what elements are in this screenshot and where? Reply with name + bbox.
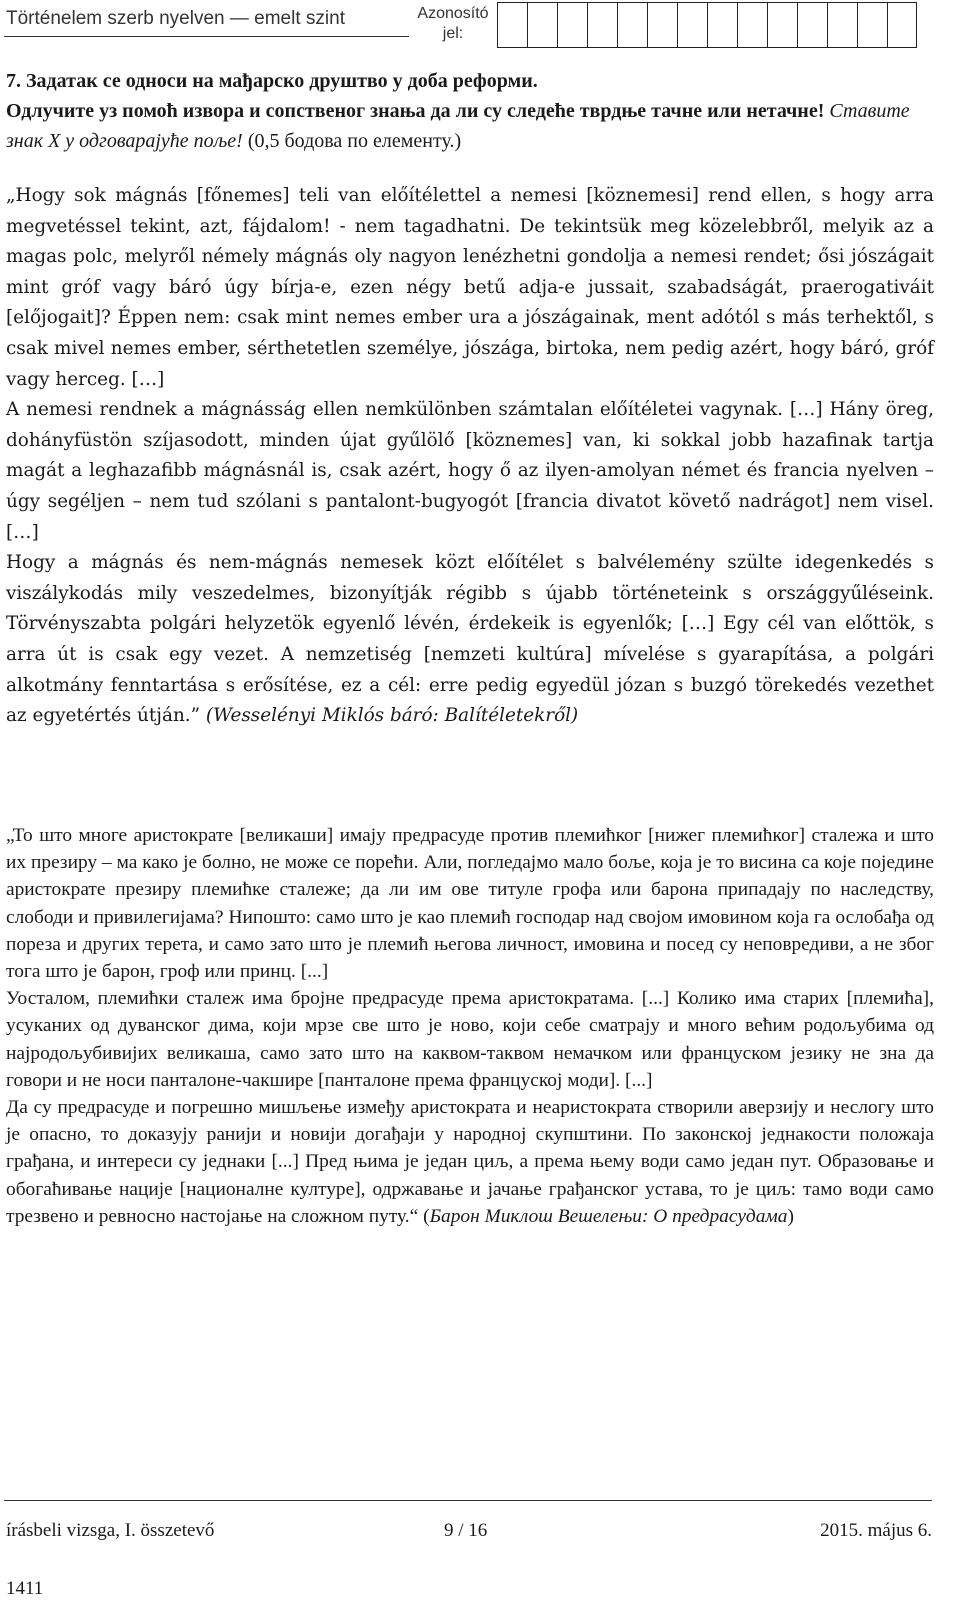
id-boxes	[497, 2, 917, 48]
id-box[interactable]	[617, 2, 647, 48]
source-hu-paragraph-1: „Hogy sok mágnás [főnemes] teli van előítélettel a nemesi [köznemesi] rend ellen, s hogy arra megvetéssel tekint, azt, fájdalom! - nem tagadhatni. De tekintsük meg közelebbről, melyik az a magas polc, melyről némely mágnás oly nagyon lenézhetni gondolja a nemesi rendet; ősi jószágait mint gróf vagy báró úgy bírja-e, ezen négy betű adja-e jussait, szabadságát, praerogativáit [előjogait]? Éppen nem: csak mint nemes ember ura a jószágainak, ment adótól s más terhektől, s csak mivel nemes ember, sérthetetlen személye, jószága, birtoka, nem pedig azért, hogy báró, gróf vagy herceg. […]	[6, 185, 934, 390]
task-header	[6, 66, 934, 156]
task-instruction: Одлучите уз помоћ извора и сопственог знања да ли су следеће тврдње тачне или нетачне!	[6, 100, 825, 122]
source-sr-paragraph-1: „То што многе аристократе [великаши] имају предрасуде против племићког [нижег племићког] сталежа и што их презиру – ма како је болно, не може се порећи. Али, погледајмо мало боље, која је то висина са које поједине аристократе презиру племићке сталеже; да ли им ове титуле грофа или барона припадају по наследству, слободи и привилегијама? Нипошто: само што је као племић господар над својом имовином која га ослобађа од пореза и других терета, и само зато што је племић његова личност, имовина и посед су неповредиви, а не због тога што је барон, гроф или принц. [...]	[6, 825, 934, 983]
source-hu-citation: (Wesselényi Miklós báró: Balítéletekről)	[205, 705, 579, 727]
exam-date: 2015. május 6.	[820, 1520, 932, 1541]
source-sr-citation: Барон Миклош Вешелењи: О предрасудама	[429, 1205, 788, 1227]
id-box[interactable]	[497, 2, 527, 48]
source-sr-paragraph-3-text: Да су предрасуде и погрешно мишљење између аристократа и неаристократа створили аверзију и неслогу што је опасно, то доказују ранији и новији догађаји у народној скупштини. По законској једнакости положаја грађана, и интереси су једнаки [...] Пред њима је један циљ, а према њему води само један пут. Образовање и обогаћивање нације [националне културе], одржавање и јачање грађанског устава, то је циљ: тамо води само трезвено и ревносно настојање на сложном путу.“	[6, 1097, 934, 1227]
source-sr-paragraph-2: Уосталом, племићки сталеж има бројне предрасуде према аристократама. [...] Колико има старих [племића], усуканих од дуванског дима, који мрзе све што је ново, који себе сматрају и много већим родољубима од најродољубивијих великаша, само зато што на каквом-таквом немачком или француском језику не зна да говори и не носи панталоне-чакшире [панталоне према француској моди]. [...]	[6, 988, 934, 1091]
footer-divider	[4, 1500, 932, 1501]
exam-code: 1411	[6, 1578, 44, 1599]
id-box[interactable]	[887, 2, 917, 48]
source-hungarian	[6, 181, 934, 732]
source-sr-paragraph-3: Да су предрасуде и погрешно мишљење између аристократа и неаристократа створили аверзију и неслогу што је опасно, то доказују ранији и новији догађаји у народној скупштини. По законској једнакости положаја грађана, и интереси су једнаки [...] Пред њима је један циљ, а према њему води само један пут. Образовање и обогаћивање нације [националне културе], одржавање и јачање грађанског устава, то је циљ: тамо води само трезвено и ревносно настојање на сложном путу.“ (Барон Миклош Вешелењи: О предрасудама)	[6, 1097, 934, 1227]
id-box[interactable]	[707, 2, 737, 48]
id-box[interactable]	[737, 2, 767, 48]
id-box[interactable]	[857, 2, 887, 48]
id-box[interactable]	[827, 2, 857, 48]
task-points: (0,5 бодова по елементу.)	[247, 130, 462, 152]
page-number: 9 / 16	[444, 1520, 488, 1541]
id-box[interactable]	[677, 2, 707, 48]
id-box[interactable]	[767, 2, 797, 48]
source-hu-paragraph-3-text: Hogy a mágnás és nem-mágnás nemesek közt előítélet s balvélemény szülte idegenkedés s viszálykodás mily veszedelmes, bizonyítják régibb s újabb történeteink s országgyűléseink. Törvényszabta polgári helyzetök egyenlő lévén, érdekeik is egyenlők; […] Egy cél van előttök, s arra út is csak egy vezet. A nemzetiség [nemzeti kultúra] mívelése s gyarapítása, a polgári alkotmány fenntartása s erősítése, ez a cél: erre pedig egyedül józan s buzgó törekedés vezethet az egyetértés útján.”	[6, 552, 934, 727]
id-box[interactable]	[587, 2, 617, 48]
source-hu-paragraph-3	[6, 548, 934, 732]
task-heading: 7. Задатак се односи на мађарско друштво у доба реформи.	[6, 70, 538, 92]
id-box[interactable]	[557, 2, 587, 48]
id-box[interactable]	[527, 2, 557, 48]
id-label: Azonosító jel:	[417, 5, 489, 42]
source-hu-paragraph-2: A nemesi rendnek a mágnásság ellen nemkülönben számtalan előítéletei vagynak. […] Hány öreg, dohányfüstön szíjasodott, minden újat gyűlölő [köznemes] van, ki sokkal jobb hazafinak tartja magát a leghazafibb mágnásnál is, csak azért, hogy ő az ilyen-amolyan német és francia nyelven – úgy segéljen – nem tud szólani s pantalont-bugyogót [francia divatot követő nadrágot] nem visel. […]	[6, 399, 934, 543]
task-mark-instruction: Ставите знак X у одговарајуће поље!	[6, 100, 910, 152]
id-box[interactable]	[797, 2, 827, 48]
id-box[interactable]	[647, 2, 677, 48]
source-serbian	[6, 822, 934, 1230]
header-divider	[4, 36, 409, 37]
exam-title: Történelem szerb nyelven — emelt szint	[6, 8, 345, 29]
footer-exam-part: írásbeli vizsga, I. összetevő	[6, 1520, 215, 1541]
